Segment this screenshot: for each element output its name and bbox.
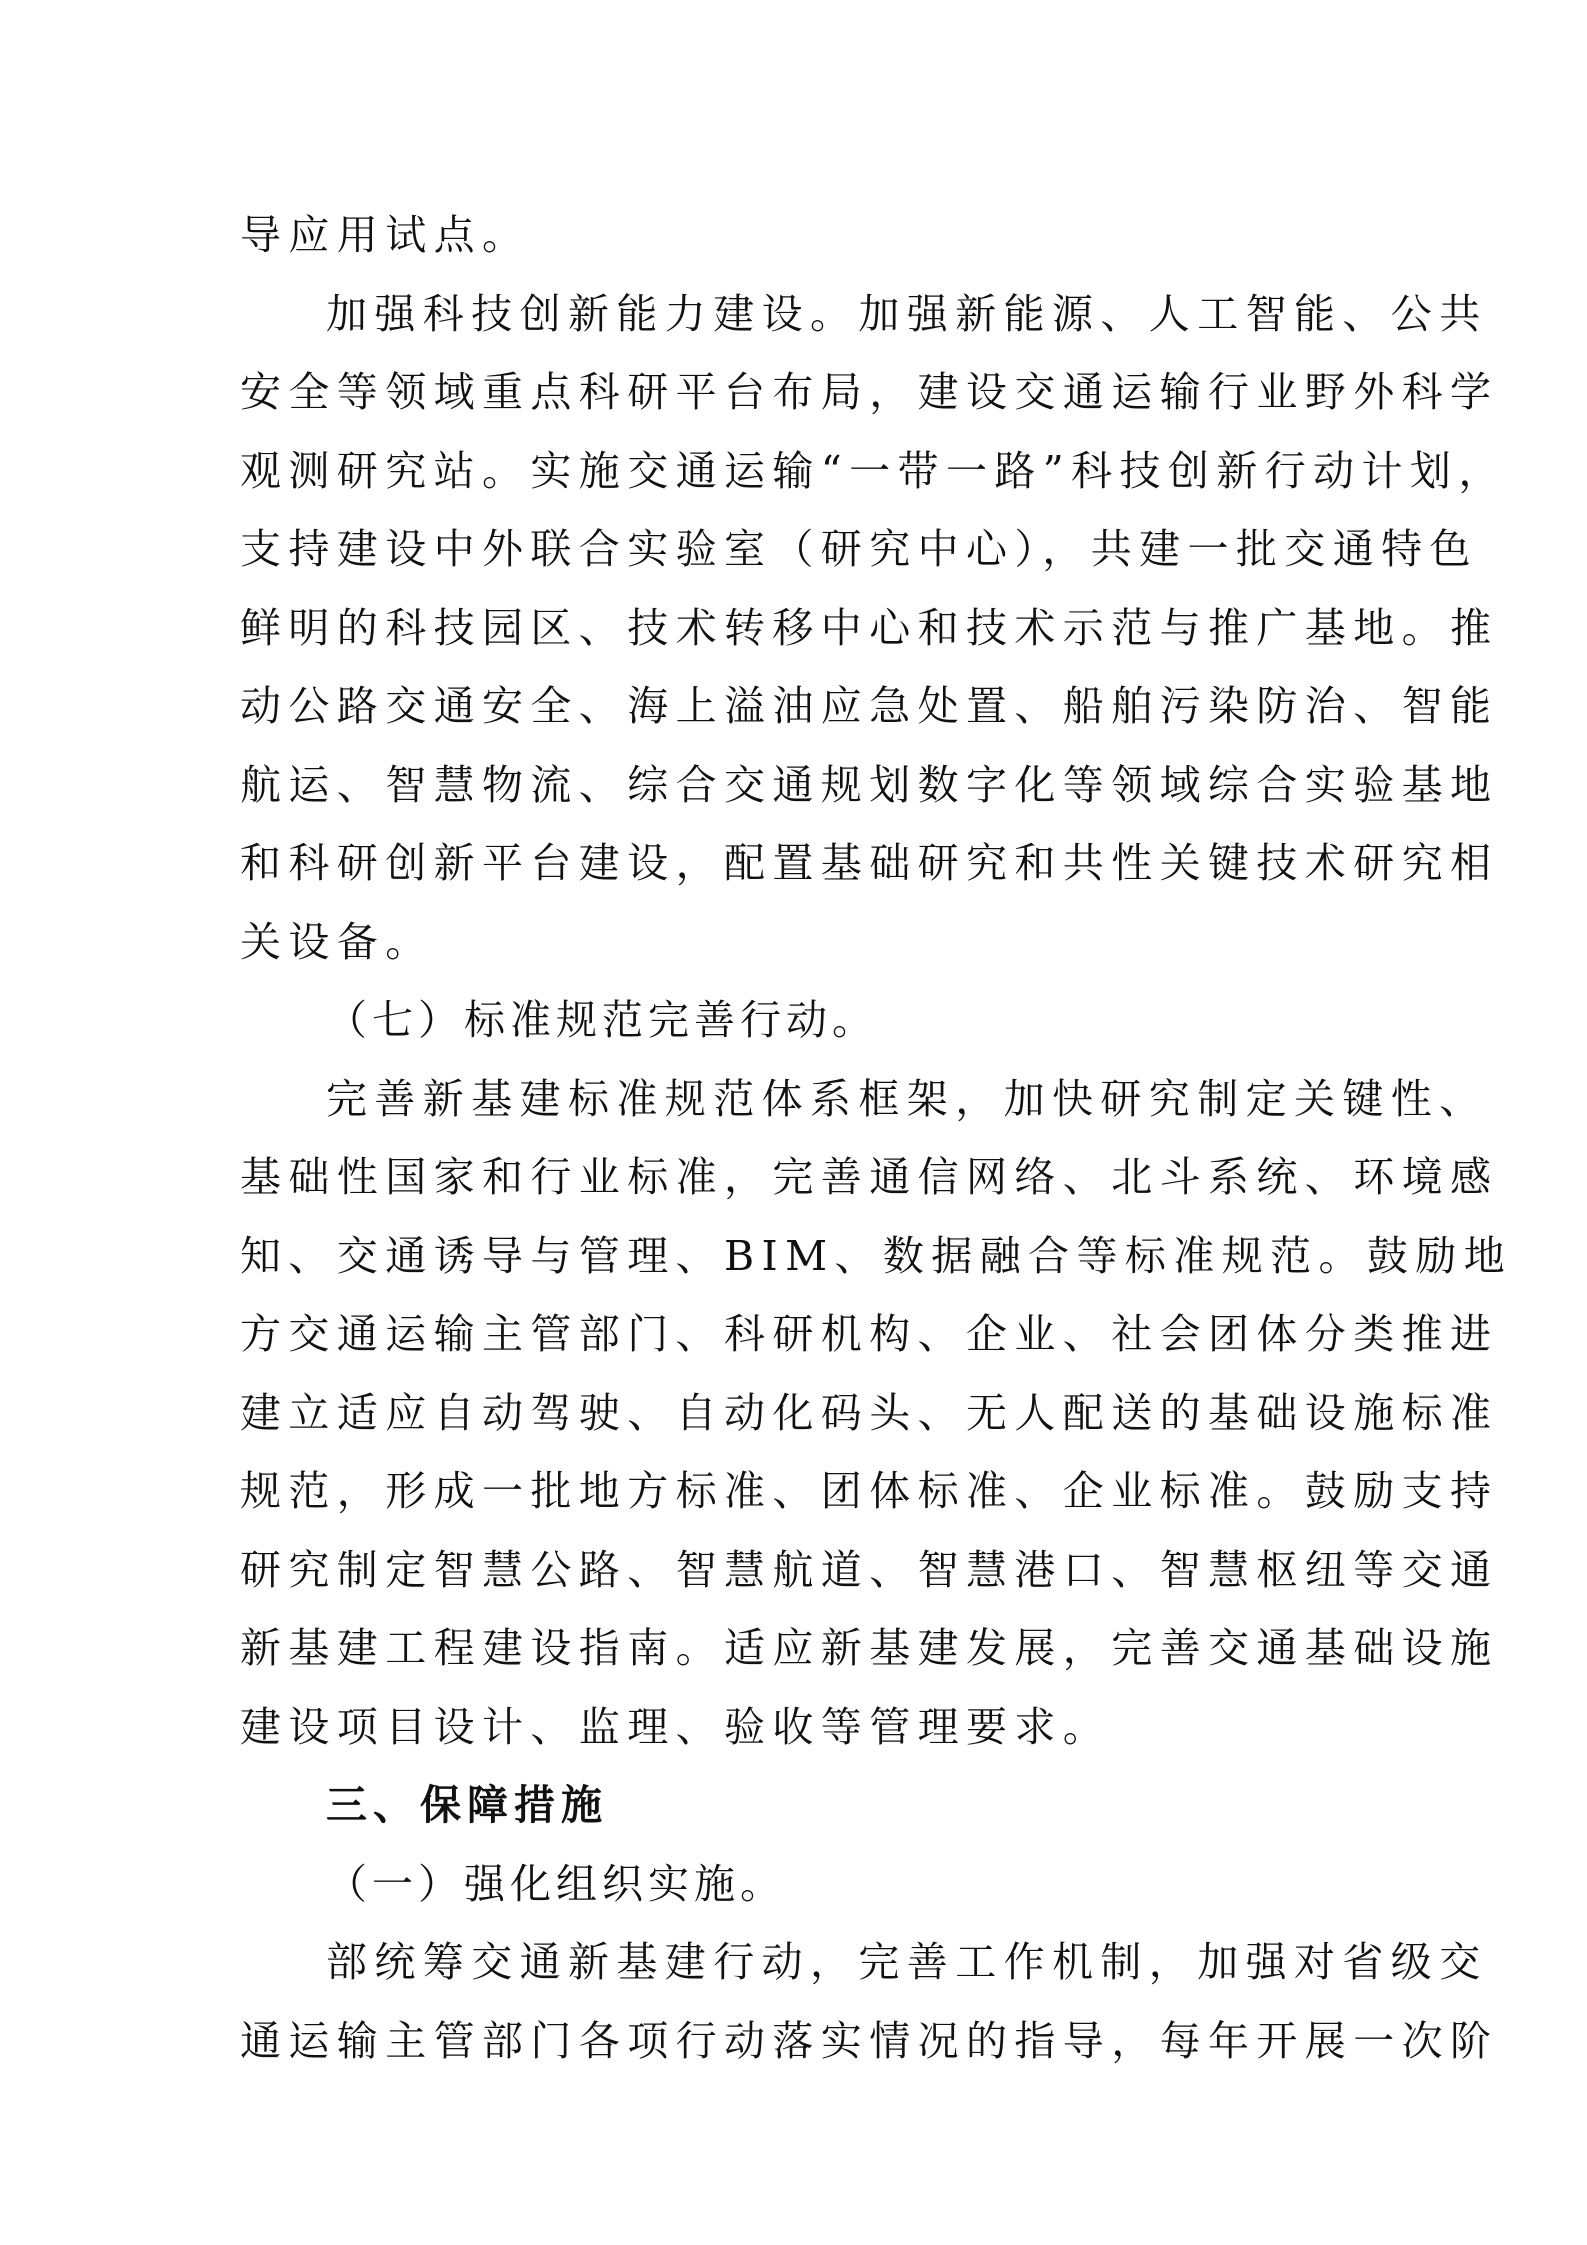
paragraph-line: 研究制定智慧公路、智慧航道、智慧港口、智慧枢纽等交通 (240, 1545, 1499, 1594)
document-body (240, 196, 1513, 2080)
paragraph-line: 新基建工程建设指南。适应新基建发展，完善交通基础设施 (240, 1624, 1499, 1672)
paragraph-line: 方交通运输主管部门、科研机构、企业、社会团体分类推进 (240, 1310, 1499, 1358)
section-heading: 三、保障措施 (326, 1781, 608, 1829)
paragraph-line: 支持建设中外联合实验室（研究中心），共建一批交通特色 (240, 525, 1478, 573)
paragraph-line: 观测研究站。实施交通运输“一带一路”科技创新行动计划， (240, 446, 1507, 495)
subsection-heading: （一）强化组织实施。 (326, 1859, 786, 1908)
paragraph-line: 通运输主管部门各项行动落实情况的指导，每年开展一次阶 (240, 2016, 1499, 2065)
paragraph-line: 安全等领域重点科研平台布局，建设交通运输行业野外科学 (240, 368, 1499, 416)
paragraph-line: 航运、智慧物流、综合交通规划数字化等领域综合实验基地 (240, 760, 1499, 809)
paragraph-line: 部统筹交通新基建行动，完善工作机制，加强对省级交 (326, 1938, 1488, 1986)
paragraph-line: 和科研创新平台建设，配置基础研究和共性关键技术研究相 (240, 839, 1499, 887)
paragraph-line: 完善新基建标准规范体系框架，加快研究制定关键性、 (326, 1074, 1488, 1123)
paragraph-line: 鲜明的科技园区、技术转移中心和技术示范与推广基地。推 (240, 603, 1499, 652)
paragraph-line: 规范，形成一批地方标准、团体标准、企业标准。鼓励支持 (240, 1467, 1499, 1515)
subsection-heading: （七）标准规范完善行动。 (326, 996, 878, 1044)
paragraph-line: 知、交通诱导与管理、BIM、数据融合等标准规范。鼓励地 (240, 1231, 1513, 1280)
paragraph-line: 关设备。 (240, 917, 434, 966)
paragraph-line: 动公路交通安全、海上溢油应急处置、船舶污染防治、智能 (240, 682, 1499, 730)
paragraph-line: 建立适应自动驾驶、自动化码头、无人配送的基础设施标准 (240, 1388, 1499, 1437)
paragraph-line: 建设项目设计、监理、验收等管理要求。 (240, 1702, 1112, 1751)
paragraph-line: 导应用试点。 (240, 211, 531, 259)
paragraph-line: 基础性国家和行业标准，完善通信网络、北斗系统、环境感 (240, 1153, 1499, 1201)
paragraph-line: 加强科技创新能力建设。加强新能源、人工智能、公共 (326, 289, 1488, 338)
